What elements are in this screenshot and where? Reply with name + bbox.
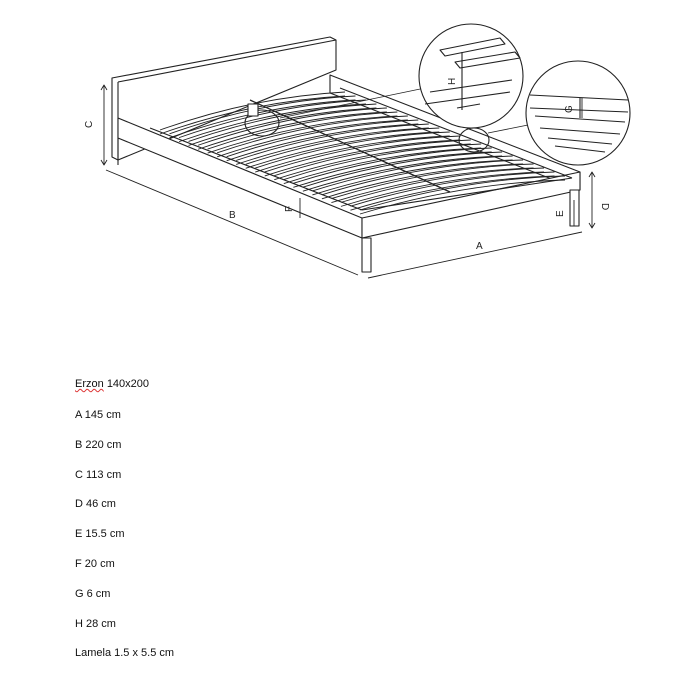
bed-dimension-diagram	[0, 0, 700, 290]
spec-item-b: B 220 cm	[75, 438, 122, 451]
dim-label-c: C	[84, 120, 95, 128]
spec-item-e: E 15.5 cm	[75, 528, 125, 541]
zoom-detail-h	[419, 24, 523, 128]
dim-label-h: H	[447, 77, 458, 85]
product-size: 140x200	[106, 378, 150, 390]
dim-label-e: E	[555, 210, 566, 217]
spec-item-h: H 28 cm	[75, 617, 116, 630]
zoom-detail-g	[526, 61, 630, 165]
spec-item-c: C 113 cm	[75, 468, 122, 481]
spec-item-a: A 145 cm	[75, 409, 121, 421]
dim-label-f: F	[284, 205, 295, 212]
product-brand: Erzon	[75, 378, 104, 390]
spec-item-f: F 20 cm	[75, 557, 115, 570]
product-name	[75, 378, 149, 390]
dim-label-a: A	[476, 241, 483, 252]
dim-label-g: G	[564, 105, 575, 113]
spec-item-g: G 6 cm	[75, 587, 111, 600]
dimension-spec-list	[75, 408, 174, 676]
spec-item-lamela: Lamela 1.5 x 5.5 cm	[75, 647, 175, 660]
dim-label-d: D	[599, 203, 610, 211]
dim-label-b: B	[229, 210, 236, 221]
spec-item-d: D 46 cm	[75, 498, 116, 511]
